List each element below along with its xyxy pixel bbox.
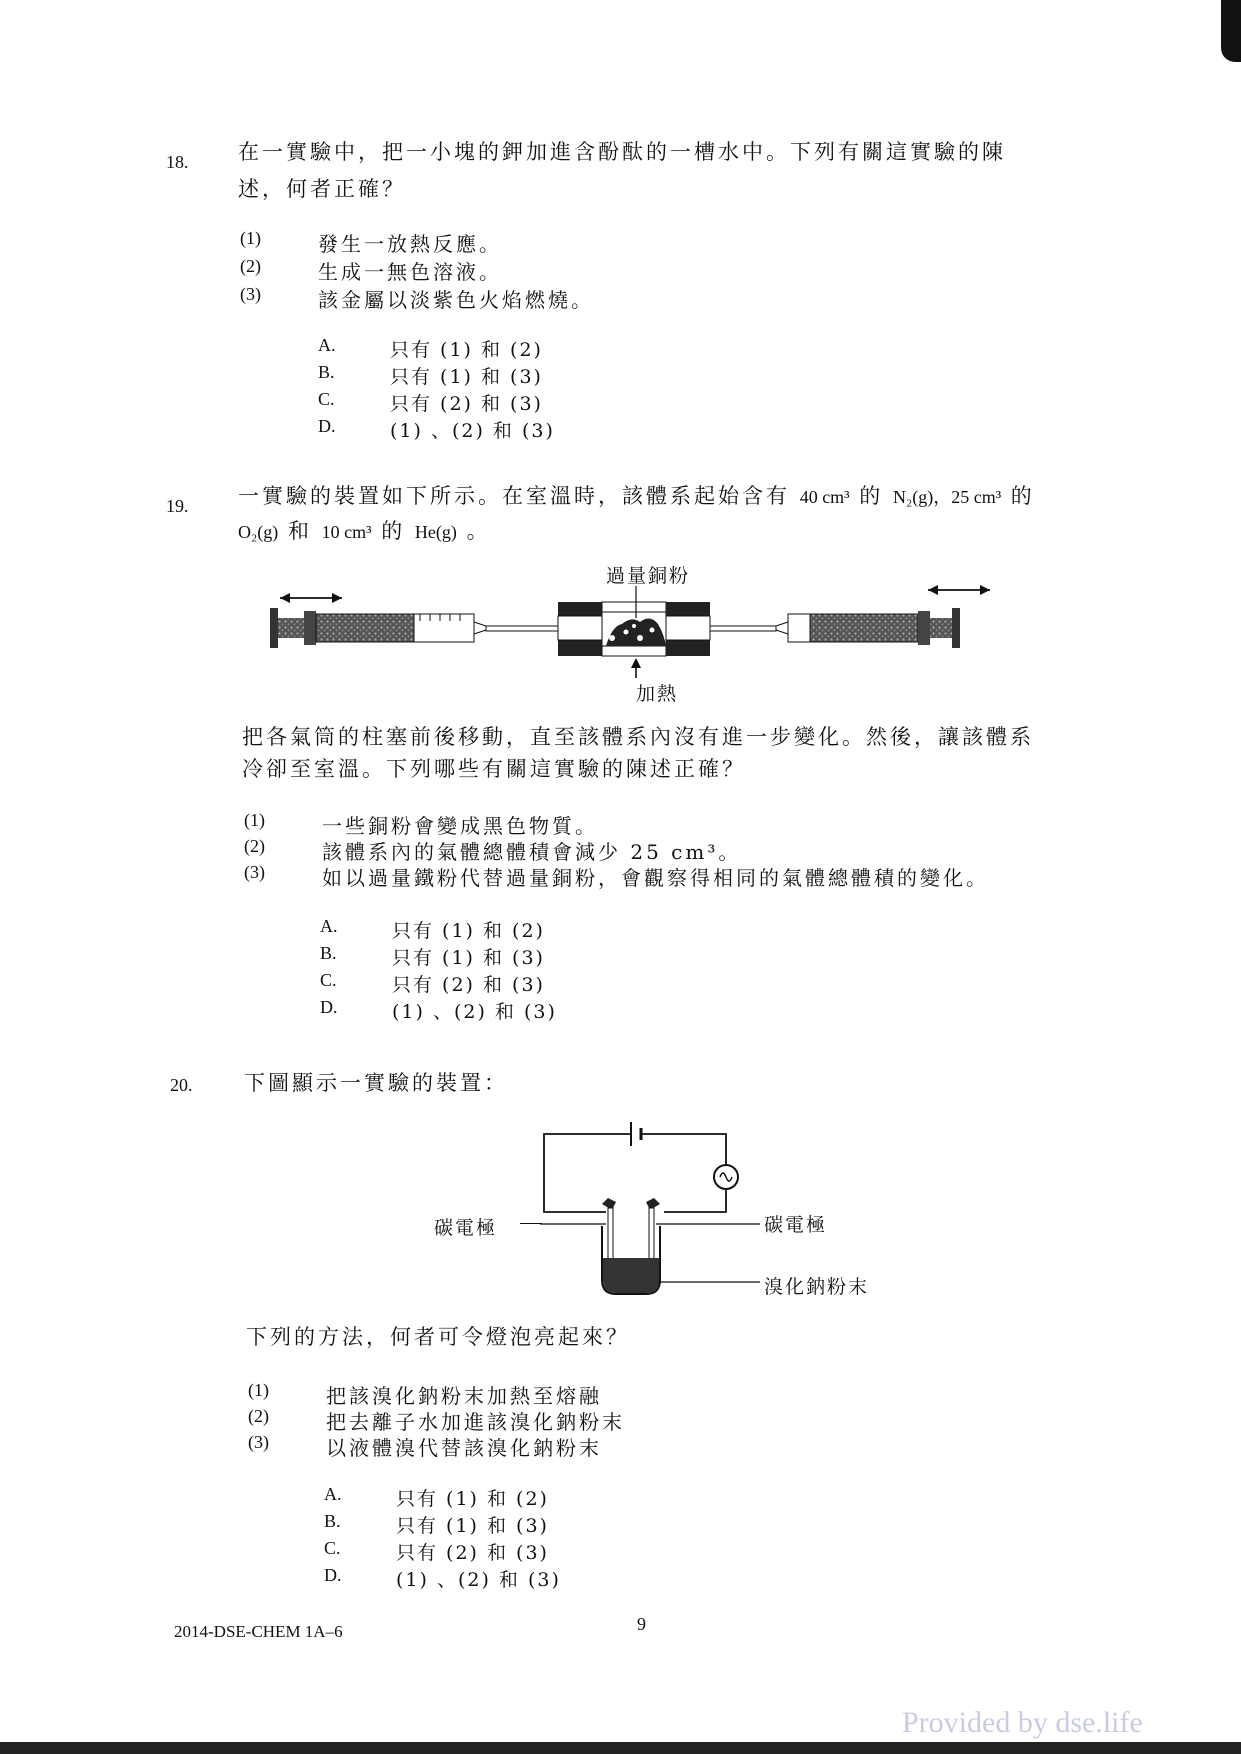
question-stem-line: 下圖顯示一實驗的裝置：	[244, 1071, 508, 1095]
double-arrow-icon	[280, 593, 342, 603]
option-text: 只有 (2) 和 (3)	[396, 1542, 549, 1564]
leader-line	[520, 1223, 542, 1224]
option-label: C.	[320, 970, 337, 990]
question-number: 20.	[170, 1075, 193, 1095]
option-text: 只有 (2) 和 (3)	[392, 974, 545, 996]
question-stem-line: 一實驗的裝置如下所示。在室溫時，該體系起始含有 40 cm³ 的 N₂(g)，25 cm³ 的	[238, 484, 1035, 508]
statement-label: (2)	[248, 1406, 269, 1426]
question-stem-line: O₂(g) 和 10 cm³ 的 He(g) 。	[238, 519, 491, 543]
option-text: 只有 (1) 和 (3)	[392, 947, 545, 969]
option-text: 只有 (1) 和 (2)	[396, 1488, 549, 1510]
diagram-label-heat: 加熱	[636, 683, 679, 705]
paper-code: 2014-DSE-CHEM 1A–6	[174, 1622, 343, 1641]
left-gas-syringe	[270, 608, 486, 648]
gas-syringe-apparatus-diagram	[260, 578, 1020, 680]
option-text: (1) 、(2) 和 (3)	[392, 1001, 557, 1023]
statement-text: 該金屬以淡紫色火焰燃燒。	[318, 288, 594, 312]
label-sodium-bromide-powder: 溴化鈉粉末	[764, 1276, 870, 1298]
double-arrow-icon	[928, 585, 990, 595]
option-label: B.	[320, 943, 337, 963]
option-text: 只有 (1) 和 (3)	[390, 366, 543, 388]
option-label: C.	[324, 1538, 341, 1558]
right-gas-syringe	[776, 608, 960, 648]
heat-arrow-icon	[631, 658, 641, 678]
page-corner-mark	[1221, 0, 1241, 62]
option-label: D.	[324, 1565, 342, 1585]
question-prompt: 下列的方法，何者可令燈泡亮起來？	[246, 1325, 630, 1349]
statement-label: (1)	[248, 1380, 269, 1400]
label-carbon-electrode-right: 碳電極	[764, 1214, 828, 1236]
question-number: 18.	[166, 152, 189, 172]
option-label: C.	[318, 389, 335, 409]
label-carbon-electrode-left: 碳電極	[434, 1217, 498, 1239]
option-label: A.	[324, 1484, 342, 1504]
option-text: 只有 (1) 和 (3)	[396, 1515, 549, 1537]
statement-label: (3)	[240, 284, 261, 304]
option-text: (1) 、(2) 和 (3)	[396, 1569, 561, 1591]
page-number: 9	[637, 1614, 646, 1634]
battery-icon	[631, 1122, 641, 1146]
combustion-tube	[558, 602, 710, 656]
option-label: B.	[324, 1511, 341, 1531]
statement-text: 該體系內的氣體總體積會減少 25 cm³。	[322, 840, 742, 864]
option-label: D.	[318, 416, 336, 436]
statement-label: (2)	[240, 256, 261, 276]
statement-label: (3)	[244, 862, 265, 882]
option-label: D.	[320, 997, 338, 1017]
statement-text: 以液體溴代替該溴化鈉粉末	[326, 1436, 602, 1460]
statement-label: (1)	[244, 810, 265, 830]
option-label: A.	[318, 335, 336, 355]
light-bulb-icon	[714, 1165, 738, 1189]
statement-text: 如以過量鐵粉代替過量銅粉，會觀察得相同的氣體總體積的變化。	[322, 866, 989, 890]
diagram-label-copper-powder: 過量銅粉	[606, 565, 691, 587]
option-label: A.	[320, 916, 338, 936]
option-text: 只有 (1) 和 (2)	[390, 339, 543, 361]
paragraph-line: 冷卻至室溫。下列哪些有關這實驗的陳述正確？	[242, 757, 746, 781]
watermark: Provided by dse.life	[902, 1706, 1143, 1739]
question-stem-line: 述，何者正確？	[238, 177, 406, 201]
question-number: 19.	[166, 496, 189, 516]
page-bottom-edge	[0, 1742, 1241, 1754]
option-text: 只有 (2) 和 (3)	[390, 393, 543, 415]
electrolysis-circuit-diagram	[540, 1108, 760, 1300]
statement-text: 把該溴化鈉粉末加熱至熔融	[326, 1384, 602, 1408]
statement-label: (1)	[240, 228, 261, 248]
statement-text: 一些銅粉會變成黑色物質。	[322, 814, 598, 838]
statement-text: 生成一無色溶液。	[318, 260, 502, 284]
statement-label: (2)	[244, 836, 265, 856]
question-stem-line: 在一實驗中，把一小塊的鉀加進含酚酞的一槽水中。下列有關這實驗的陳	[238, 140, 1006, 164]
option-text: 只有 (1) 和 (2)	[392, 920, 545, 942]
paragraph-line: 把各氣筒的柱塞前後移動，直至該體系內沒有進一步變化。然後，讓該體系	[242, 725, 1034, 749]
option-label: B.	[318, 362, 335, 382]
statement-text: 發生一放熱反應。	[318, 232, 502, 256]
option-text: (1) 、(2) 和 (3)	[390, 420, 555, 442]
statement-label: (3)	[248, 1432, 269, 1452]
statement-text: 把去離子水加進該溴化鈉粉末	[326, 1410, 625, 1434]
circuit-wires	[544, 1134, 726, 1212]
